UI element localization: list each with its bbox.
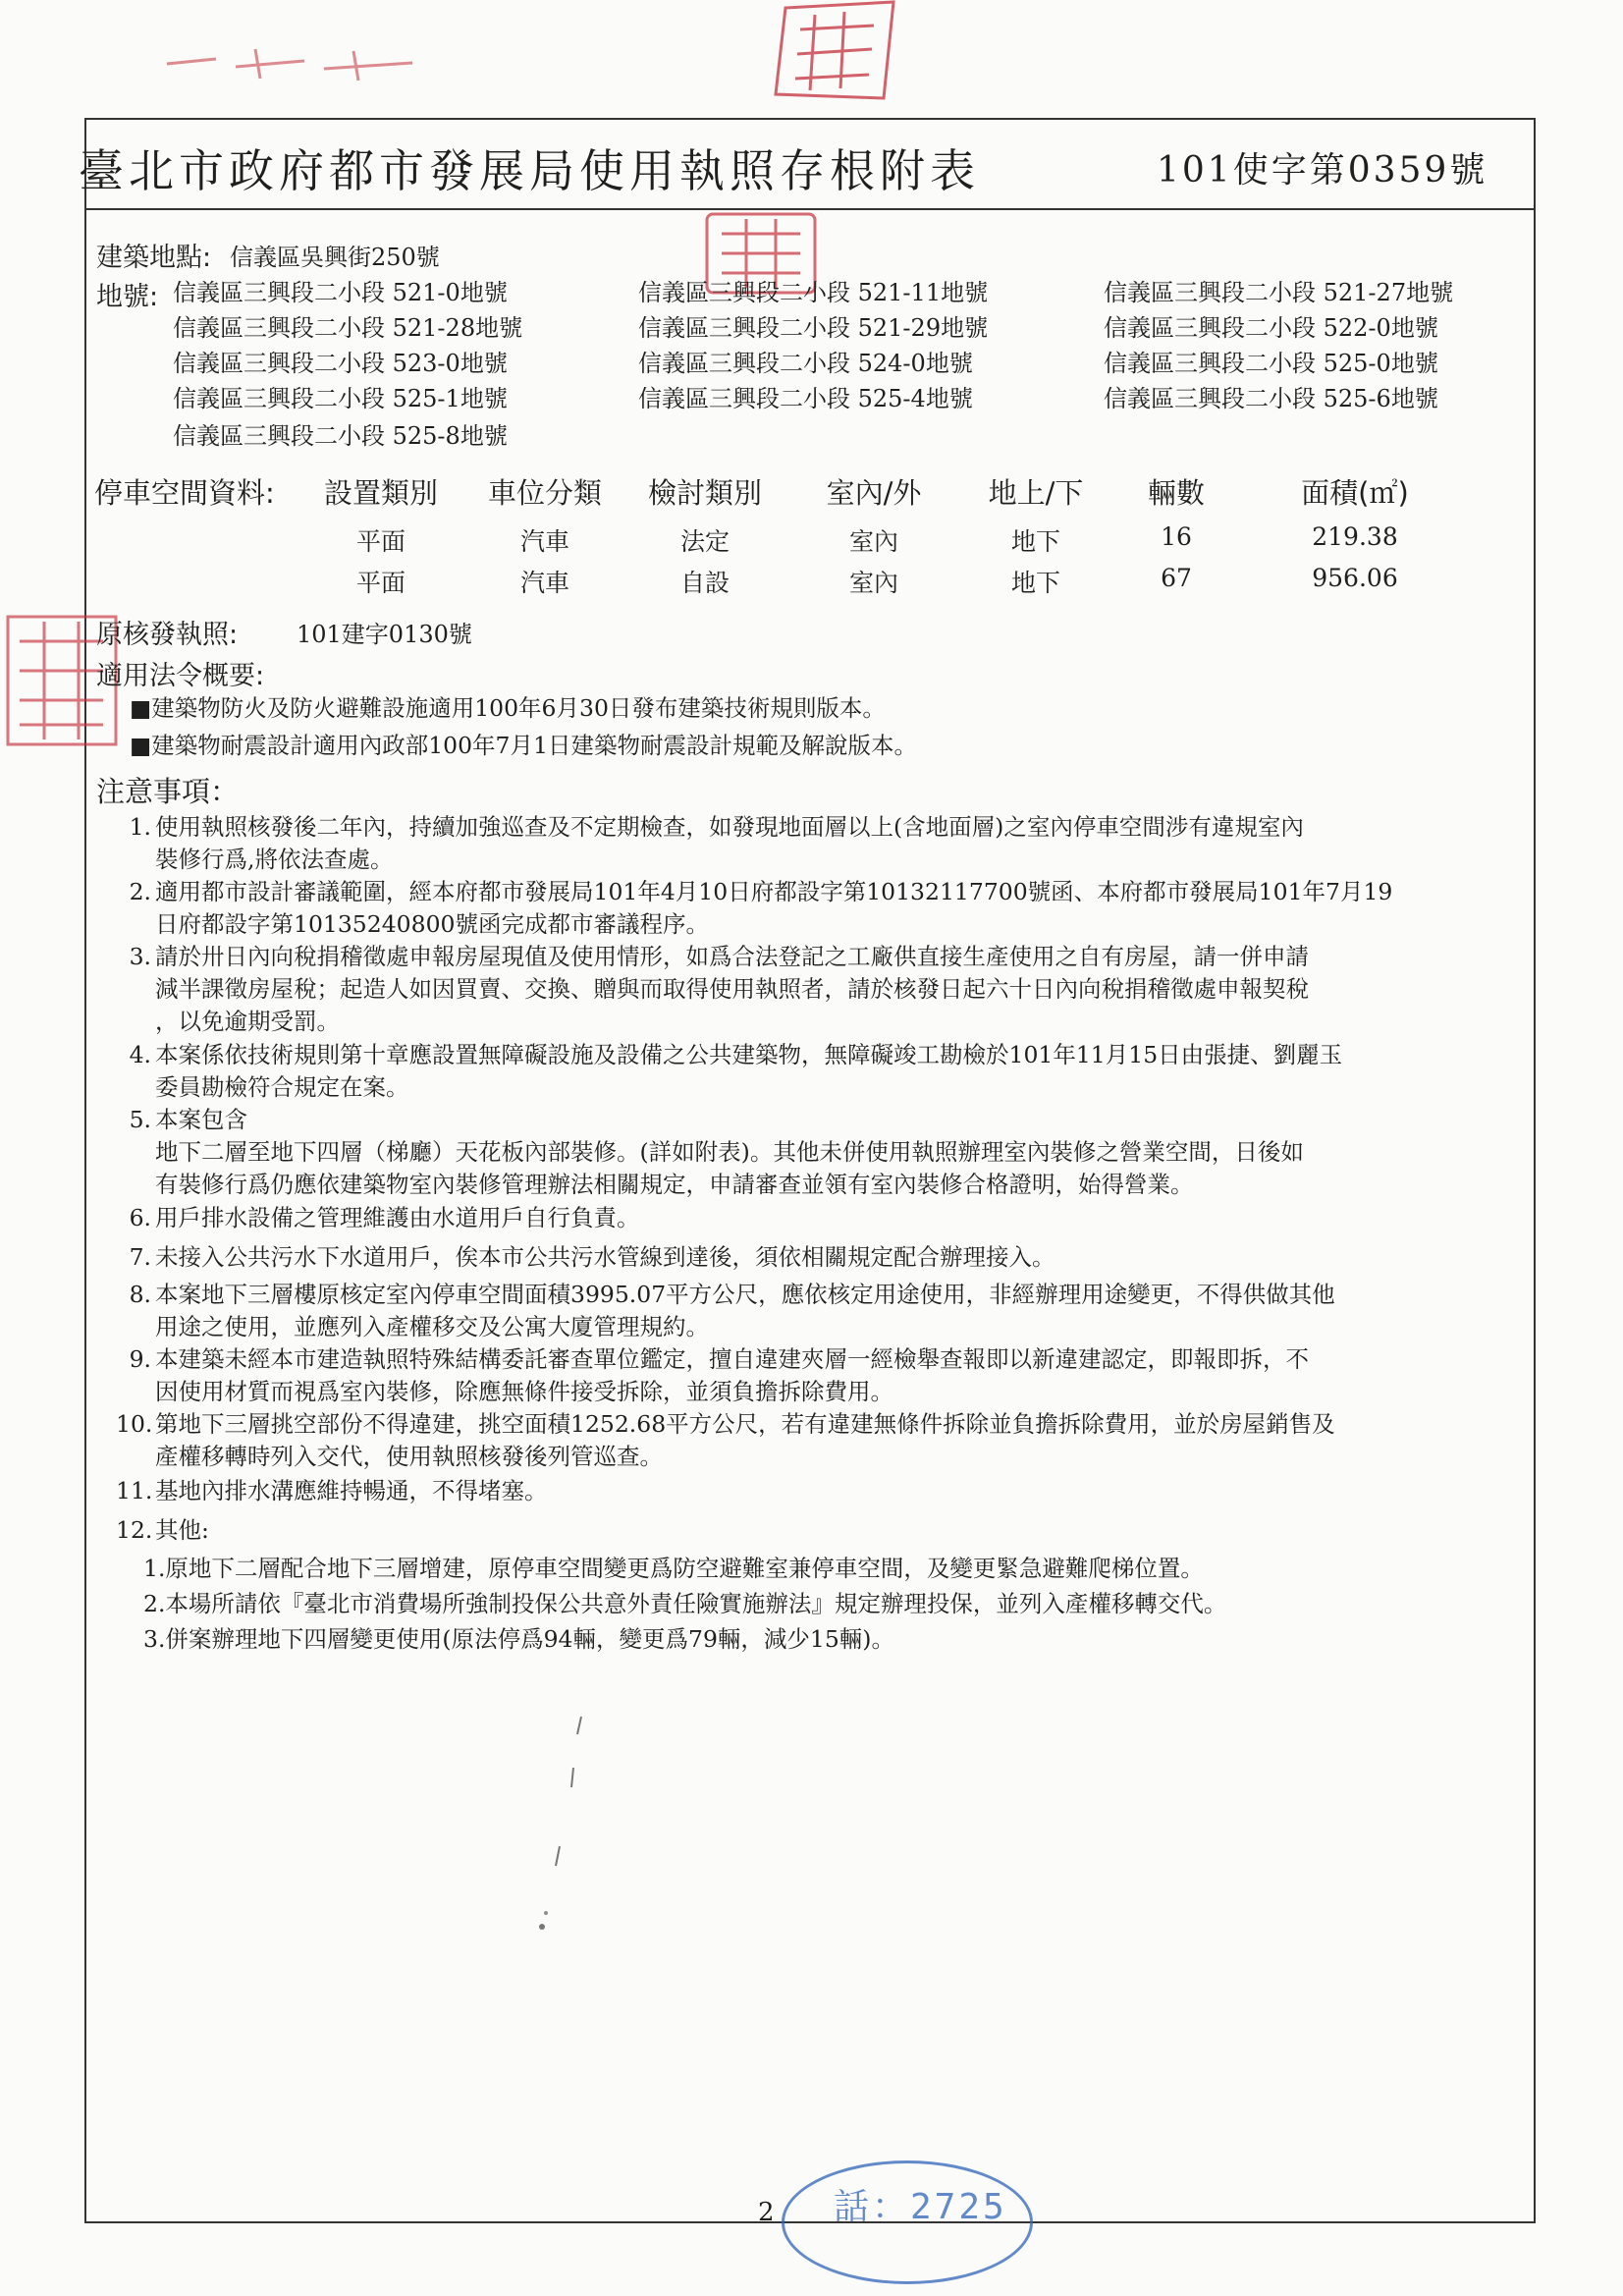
regulation-item: ■建築物耐震設計適用內政部100年7月1日建築物耐震設計規範及解說版本。 xyxy=(130,732,917,759)
bottom-phone-stamp xyxy=(782,2160,1033,2284)
note-line: 日府都設字第10135240800號函完成都市審議程序。 xyxy=(155,910,709,938)
note-item xyxy=(116,1343,1510,1408)
note-line: ，以免逾期受罰。 xyxy=(155,1008,340,1035)
parking-cell: 法定 xyxy=(679,527,730,556)
regulation-item: ■建築物防火及防火避難設施適用100年6月30日發布建築技術規則版本。 xyxy=(130,694,886,722)
note-line: 使用執照核發後二年內，持續加強巡查及不定期檢查，如發現地面層以上(含地面層)之室內停車空間涉有違規室內 xyxy=(155,813,1304,841)
note-line: 減半課徵房屋稅；起造人如因買賣、交換、贈與而取得使用執照者，請於核發日起六十日內向稅捐稽徵處申報契稅 xyxy=(155,975,1309,1003)
note-number: 7. xyxy=(129,1243,151,1271)
lot-number: 信義區三興段二小段 525-8地號 xyxy=(173,422,508,450)
page-number: 2 xyxy=(758,2198,775,2227)
lot-number: 信義區三興段二小段 522-0地號 xyxy=(1104,314,1438,342)
parking-header-setup: 設置類別 xyxy=(323,476,438,510)
parking-cell: 平面 xyxy=(355,527,406,556)
parking-header-count: 輛數 xyxy=(1147,476,1205,510)
note-item xyxy=(116,1202,1510,1234)
original-permit-label: 原核發執照: xyxy=(96,620,239,650)
note-line: 本案地下三層樓原核定室內停車空間面積3995.07平方公尺，應依核定用途使用，非經辦理用途變更，不得供做其他 xyxy=(155,1281,1335,1308)
lot-number: 信義區三興段二小段 524-0地號 xyxy=(638,350,973,377)
parking-cell: 地下 xyxy=(1010,569,1060,597)
parking-header-area: 面積(㎡) xyxy=(1301,476,1409,510)
note-line: 裝修行爲,將依法查處。 xyxy=(155,846,394,873)
parking-cell: 16 xyxy=(1161,522,1192,551)
other-item: 2.本場所請依『臺北市消費場所強制投保公共意外責任險實施辦法』規定辦理投保，並列入產權移轉交代。 xyxy=(143,1590,1227,1617)
top-left-stamp-smudge xyxy=(157,39,432,88)
note-item xyxy=(116,941,1510,1038)
note-number: 4. xyxy=(129,1041,151,1068)
note-line: 未接入公共污水下水道用戶，俟本市公共污水管線到達後，須依相關規定配合辦理接入。 xyxy=(155,1243,1055,1271)
lot-number: 信義區三興段二小段 525-6地號 xyxy=(1104,385,1438,412)
note-item xyxy=(116,1279,1510,1343)
lot-number: 信義區三興段二小段 521-28地號 xyxy=(173,314,523,342)
note-number: 3. xyxy=(129,943,151,970)
lot-number: 信義區三興段二小段 521-29地號 xyxy=(638,314,989,342)
note-line: 基地內排水溝應維持暢通，不得堵塞。 xyxy=(155,1477,548,1504)
note-item xyxy=(116,811,1510,876)
note-item xyxy=(116,1241,1510,1274)
original-permit-value: 101建字0130號 xyxy=(297,621,472,648)
note-number: 8. xyxy=(129,1281,151,1308)
note-line: 本案包含 xyxy=(155,1106,247,1133)
permit-number: 101使字第0359號 xyxy=(1157,150,1488,191)
note-number: 5. xyxy=(129,1106,151,1133)
note-item xyxy=(116,1514,1510,1547)
lot-number: 信義區三興段二小段 525-4地號 xyxy=(638,385,973,412)
regulations-label: 適用法令概要: xyxy=(96,661,265,691)
parking-cell: 自設 xyxy=(679,569,730,597)
note-line: 有裝修行爲仍應依建築物室內裝修管理辦法相關規定，申請審查並領有室內裝修合格證明，始得營業。 xyxy=(155,1171,1194,1198)
lot-number: 信義區三興段二小段 523-0地號 xyxy=(173,350,508,377)
parking-cell: 956.06 xyxy=(1312,564,1398,592)
parking-cell: 219.38 xyxy=(1312,522,1398,551)
other-item: 3.併案辦理地下四層變更使用(原法停爲94輛，變更爲79輛，減少15輛)。 xyxy=(143,1625,894,1653)
lot-number: 信義區三興段二小段 521-27地號 xyxy=(1104,279,1454,306)
note-line: 用戶排水設備之管理維護由水道用戶自行負責。 xyxy=(155,1204,640,1231)
lot-number: 信義區三興段二小段 521-11地號 xyxy=(638,279,989,306)
note-line: 用途之使用，並應列入產權移交及公寓大廈管理規約。 xyxy=(155,1313,709,1340)
note-line: 本建築未經本市建造執照特殊結構委託審查單位鑑定，擅自違建夾層一經檢舉查報即以新違建認定，即報即拆，不 xyxy=(155,1345,1309,1373)
document-title: 臺北市政府都市發展局使用執照存根附表 xyxy=(79,144,980,197)
title-rule xyxy=(84,208,1536,210)
note-number: 12. xyxy=(116,1516,153,1544)
note-item xyxy=(116,1408,1510,1473)
parking-cell: 汽車 xyxy=(519,569,569,597)
note-number: 9. xyxy=(129,1345,151,1373)
phone-stamp-text: 話：2725 xyxy=(834,2187,1007,2227)
lots-label: 地號: xyxy=(96,282,159,312)
note-line: 請於卅日內向稅捐稽徵處申報房屋現值及使用情形，如爲合法登記之工廠供直接生產使用之自有房屋，請一併申請 xyxy=(155,943,1309,970)
parking-cell: 67 xyxy=(1161,564,1192,592)
parking-header-space-type: 車位分類 xyxy=(487,476,602,510)
parking-header-indoor: 室內/外 xyxy=(826,476,922,510)
note-line: 委員勘檢符合規定在案。 xyxy=(155,1073,409,1101)
parking-cell: 室內 xyxy=(848,569,898,597)
site-address: 信義區吳興街250號 xyxy=(230,244,440,271)
lot-number: 信義區三興段二小段 521-0地號 xyxy=(173,279,508,306)
note-line: 適用都市設計審議範圍，經本府都市發展局101年4月10日府都設字第10132117700號函、本府都市發展局101年7月19 xyxy=(155,878,1393,905)
note-line: 因使用材質而視爲室內裝修，除應無條件接受拆除，並須負擔拆除費用。 xyxy=(155,1378,893,1405)
note-line: 第地下三層挑空部份不得違建，挑空面積1252.68平方公尺，若有違建無條件拆除並負擔拆除費用，並於房屋銷售及 xyxy=(155,1410,1335,1438)
note-number: 2. xyxy=(129,878,151,905)
lot-number: 信義區三興段二小段 525-0地號 xyxy=(1104,350,1438,377)
parking-label: 停車空間資料: xyxy=(94,476,275,510)
top-seal-stamp xyxy=(746,0,943,108)
note-line: 產權移轉時列入交代，使用執照核發後列管巡查。 xyxy=(155,1443,663,1470)
note-number: 6. xyxy=(129,1204,151,1231)
note-item xyxy=(116,876,1510,941)
note-item xyxy=(116,1039,1510,1104)
note-item xyxy=(116,1475,1510,1507)
parking-cell: 汽車 xyxy=(519,527,569,556)
address-label: 建築地點: xyxy=(96,243,212,273)
parking-header-review-type: 檢討類別 xyxy=(647,476,762,510)
note-line: 本案係依技術規則第十章應設置無障礙設施及設備之公共建築物，無障礙竣工勘檢於101年11月15日由張捷、劉麗玉 xyxy=(155,1041,1343,1068)
parking-cell: 地下 xyxy=(1010,527,1060,556)
other-item: 1.原地下二層配合地下三層增建，原停車空間變更爲防空避難室兼停車空間，及變更緊急避難爬梯位置。 xyxy=(143,1555,1204,1582)
note-number: 11. xyxy=(116,1477,153,1504)
note-line: 其他: xyxy=(155,1516,209,1544)
note-line: 地下二層至地下四層（梯廳）天花板內部裝修。(詳如附表)。其他未併使用執照辦理室內裝修之營業空間，日後如 xyxy=(155,1138,1304,1166)
note-item xyxy=(116,1104,1510,1201)
lot-number: 信義區三興段二小段 525-1地號 xyxy=(173,385,508,412)
parking-header-level: 地上/下 xyxy=(988,476,1084,510)
parking-cell: 室內 xyxy=(848,527,898,556)
note-number: 10. xyxy=(116,1410,153,1438)
notes-label: 注意事項： xyxy=(96,775,240,808)
note-number: 1. xyxy=(129,813,151,841)
parking-cell: 平面 xyxy=(355,569,406,597)
